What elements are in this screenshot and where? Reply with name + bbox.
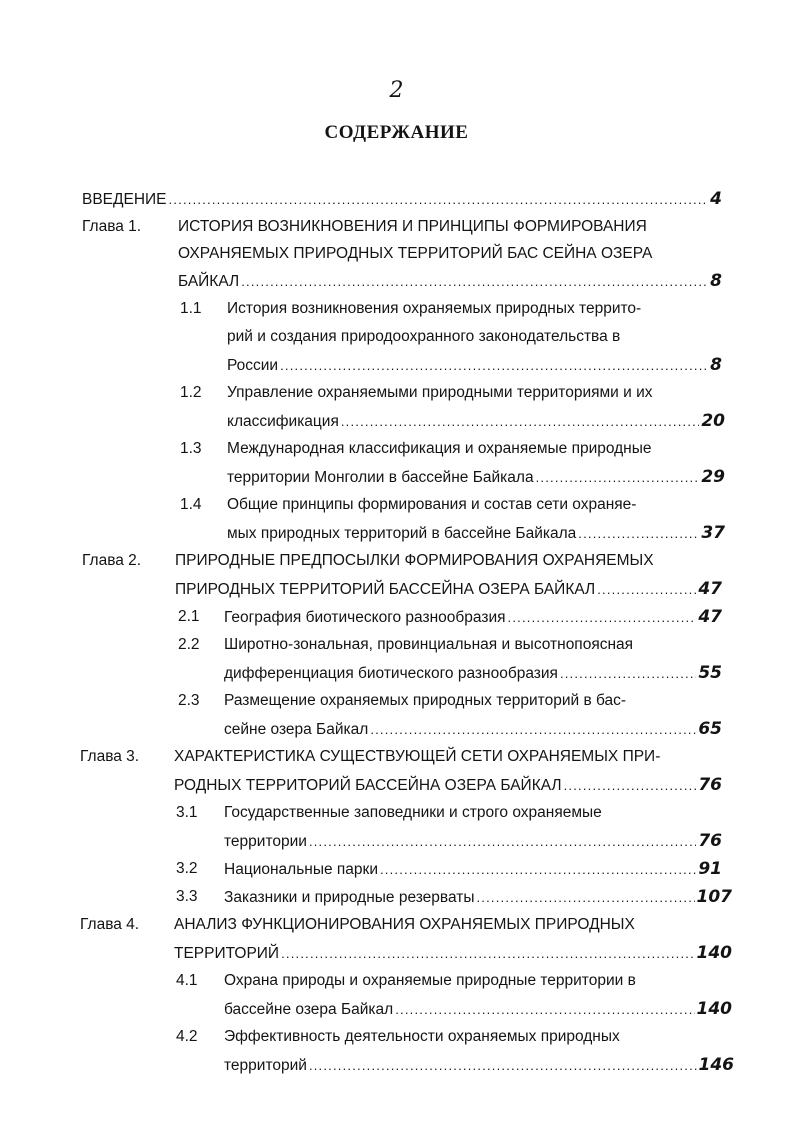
section-title-line: бассейне озера Байкал (224, 1001, 394, 1018)
section-number: 1.4 (180, 496, 202, 513)
toc-entry-chapter-2 (175, 576, 722, 602)
toc-page-number: 20 (701, 411, 725, 431)
section-title-line: территорий (224, 1057, 307, 1074)
section-title-line: классификация (227, 413, 339, 430)
toc-page-number: 140 (696, 999, 732, 1019)
dot-leader (380, 857, 696, 883)
chapter-label: Глава 2. (82, 552, 142, 569)
toc-entry-chapter-3 (174, 772, 722, 798)
section-title-line: сейне озера Байкал (224, 721, 369, 738)
chapter-title-line: ОХРАНЯЕМЫХ ПРИРОДНЫХ ТЕРРИТОРИЙ БАС СЕЙНА ОЗЕРА (178, 245, 653, 262)
section-number: 2.2 (178, 636, 200, 653)
chapter-title-line: ИСТОРИЯ ВОЗНИКНОВЕНИЯ И ПРИНЦИПЫ ФОРМИРОВАНИЯ (178, 218, 647, 235)
chapter-title-line: БАЙКАЛ (178, 273, 240, 290)
section-title-line: География биотического разнообразия (224, 609, 506, 626)
toc-page-number: 47 (698, 607, 722, 627)
section-number: 2.3 (178, 692, 200, 709)
chapter-title-line: ПРИРОДНЫЕ ПРЕДПОСЫЛКИ ФОРМИРОВАНИЯ ОХРАНЯЕМЫХ (175, 552, 654, 569)
dot-leader (169, 187, 709, 213)
dot-leader (476, 885, 694, 911)
section-title-line: России (227, 357, 279, 374)
toc-entry-section (227, 352, 722, 378)
chapter-label: Глава 4. (80, 916, 140, 933)
section-number: 1.1 (180, 300, 202, 317)
toc-entry-section (224, 828, 722, 854)
section-title-line: дифференциация биотического разнообразия (224, 665, 558, 682)
page-number: 2 (389, 78, 404, 103)
dot-leader (309, 1053, 697, 1079)
toc-page-number: 146 (698, 1055, 734, 1075)
toc-page-number: 47 (698, 579, 722, 599)
section-number: 4.2 (176, 1028, 198, 1045)
section-title-line: рий и создания природоохранного законодательства в (227, 328, 621, 345)
toc-entry-section (224, 884, 732, 910)
toc-page-number: 37 (701, 523, 725, 543)
section-title-line: История возникновения охраняемых природных террито- (227, 300, 642, 317)
chapter-title-line: АНАЛИЗ ФУНКЦИОНИРОВАНИЯ ОХРАНЯЕМЫХ ПРИРОДНЫХ (174, 916, 635, 933)
section-number: 3.3 (176, 888, 198, 905)
section-number: 4.1 (176, 972, 198, 989)
toc-page-number: 29 (701, 467, 725, 487)
toc-page-number: 140 (696, 943, 732, 963)
section-title-line: территории Монголии в бассейне Байкала (227, 469, 534, 486)
section-title-line: Международная классификация и охраняемые природные (227, 440, 652, 457)
section-title-line: Широтно-зональная, провинциальная и высотнопоясная (224, 636, 634, 653)
toc-entry-section (227, 408, 725, 434)
toc-page-number: 8 (710, 271, 722, 291)
toc-entry-section (227, 464, 725, 490)
section-title-line: территории (224, 833, 307, 850)
dot-leader (241, 269, 708, 295)
dot-leader (560, 661, 696, 687)
toc-entry-section (224, 604, 722, 630)
dot-leader (395, 997, 694, 1023)
chapter-title-line: ПРИРОДНЫХ ТЕРРИТОРИЙ БАССЕЙНА ОЗЕРА БАЙКАЛ (175, 581, 596, 598)
chapter-label: Глава 1. (82, 218, 142, 235)
section-title-line: Государственные заповедники и строго охраняемые (224, 804, 602, 821)
toc-entry-section (224, 660, 722, 686)
page-title: СОДЕРЖАНИЕ (324, 122, 469, 143)
toc-page-number: 91 (698, 859, 722, 879)
section-title-line: Эффективность деятельности охраняемых природных (224, 1028, 620, 1045)
toc-entry-section (224, 1052, 734, 1078)
dot-leader (281, 941, 694, 967)
toc-page-number: 4 (710, 189, 722, 209)
section-number: 1.2 (180, 384, 202, 401)
section-title-line: Размещение охраняемых природных территорий в бас- (224, 692, 627, 709)
toc-entry-section (224, 856, 722, 882)
dot-leader (309, 829, 696, 855)
section-title-line: Заказники и природные резерваты (224, 889, 475, 906)
section-title-line: Управление охраняемыми природными территориями и их (227, 384, 653, 401)
dot-leader (578, 521, 699, 547)
toc-entry-intro (82, 186, 722, 212)
toc-page-number: 8 (710, 355, 722, 375)
chapter-title-line: ТЕРРИТОРИЙ (174, 945, 280, 962)
toc-page-number: 55 (698, 663, 722, 683)
section-title-line: мых природных территорий в бассейне Байкала (227, 525, 577, 542)
section-number: 2.1 (178, 608, 200, 625)
section-number: 1.3 (180, 440, 202, 457)
toc-entry-section (224, 996, 732, 1022)
dot-leader (370, 717, 696, 743)
section-title-line: Охрана природы и охраняемые природные территории в (224, 972, 636, 989)
dot-leader (536, 465, 700, 491)
toc-page-number: 107 (696, 887, 732, 907)
chapter-label: Глава 3. (80, 748, 140, 765)
toc-entry-section (227, 520, 725, 546)
toc-entry-section (224, 716, 722, 742)
dot-leader (280, 353, 708, 379)
toc-page-number: 65 (698, 719, 722, 739)
dot-leader (508, 605, 697, 631)
dot-leader (597, 577, 696, 603)
toc-entry-chapter-1 (178, 268, 722, 294)
section-number: 3.1 (176, 804, 198, 821)
dot-leader (564, 773, 697, 799)
section-title-line: Общие принципы формирования и состав сети охраняе- (227, 496, 637, 513)
toc-entry-text: ВВЕДЕНИЕ (82, 191, 167, 208)
toc-page-number: 76 (698, 831, 722, 851)
chapter-title-line: РОДНЫХ ТЕРРИТОРИЙ БАССЕЙНА ОЗЕРА БАЙКАЛ (174, 777, 562, 794)
toc-page-number: 76 (698, 775, 722, 795)
dot-leader (341, 409, 699, 435)
section-title-line: Национальные парки (224, 861, 378, 878)
toc-entry-chapter-4 (174, 940, 732, 966)
chapter-title-line: ХАРАКТЕРИСТИКА СУЩЕСТВУЮЩЕЙ СЕТИ ОХРАНЯЕМЫХ ПРИ- (174, 748, 661, 765)
section-number: 3.2 (176, 860, 198, 877)
